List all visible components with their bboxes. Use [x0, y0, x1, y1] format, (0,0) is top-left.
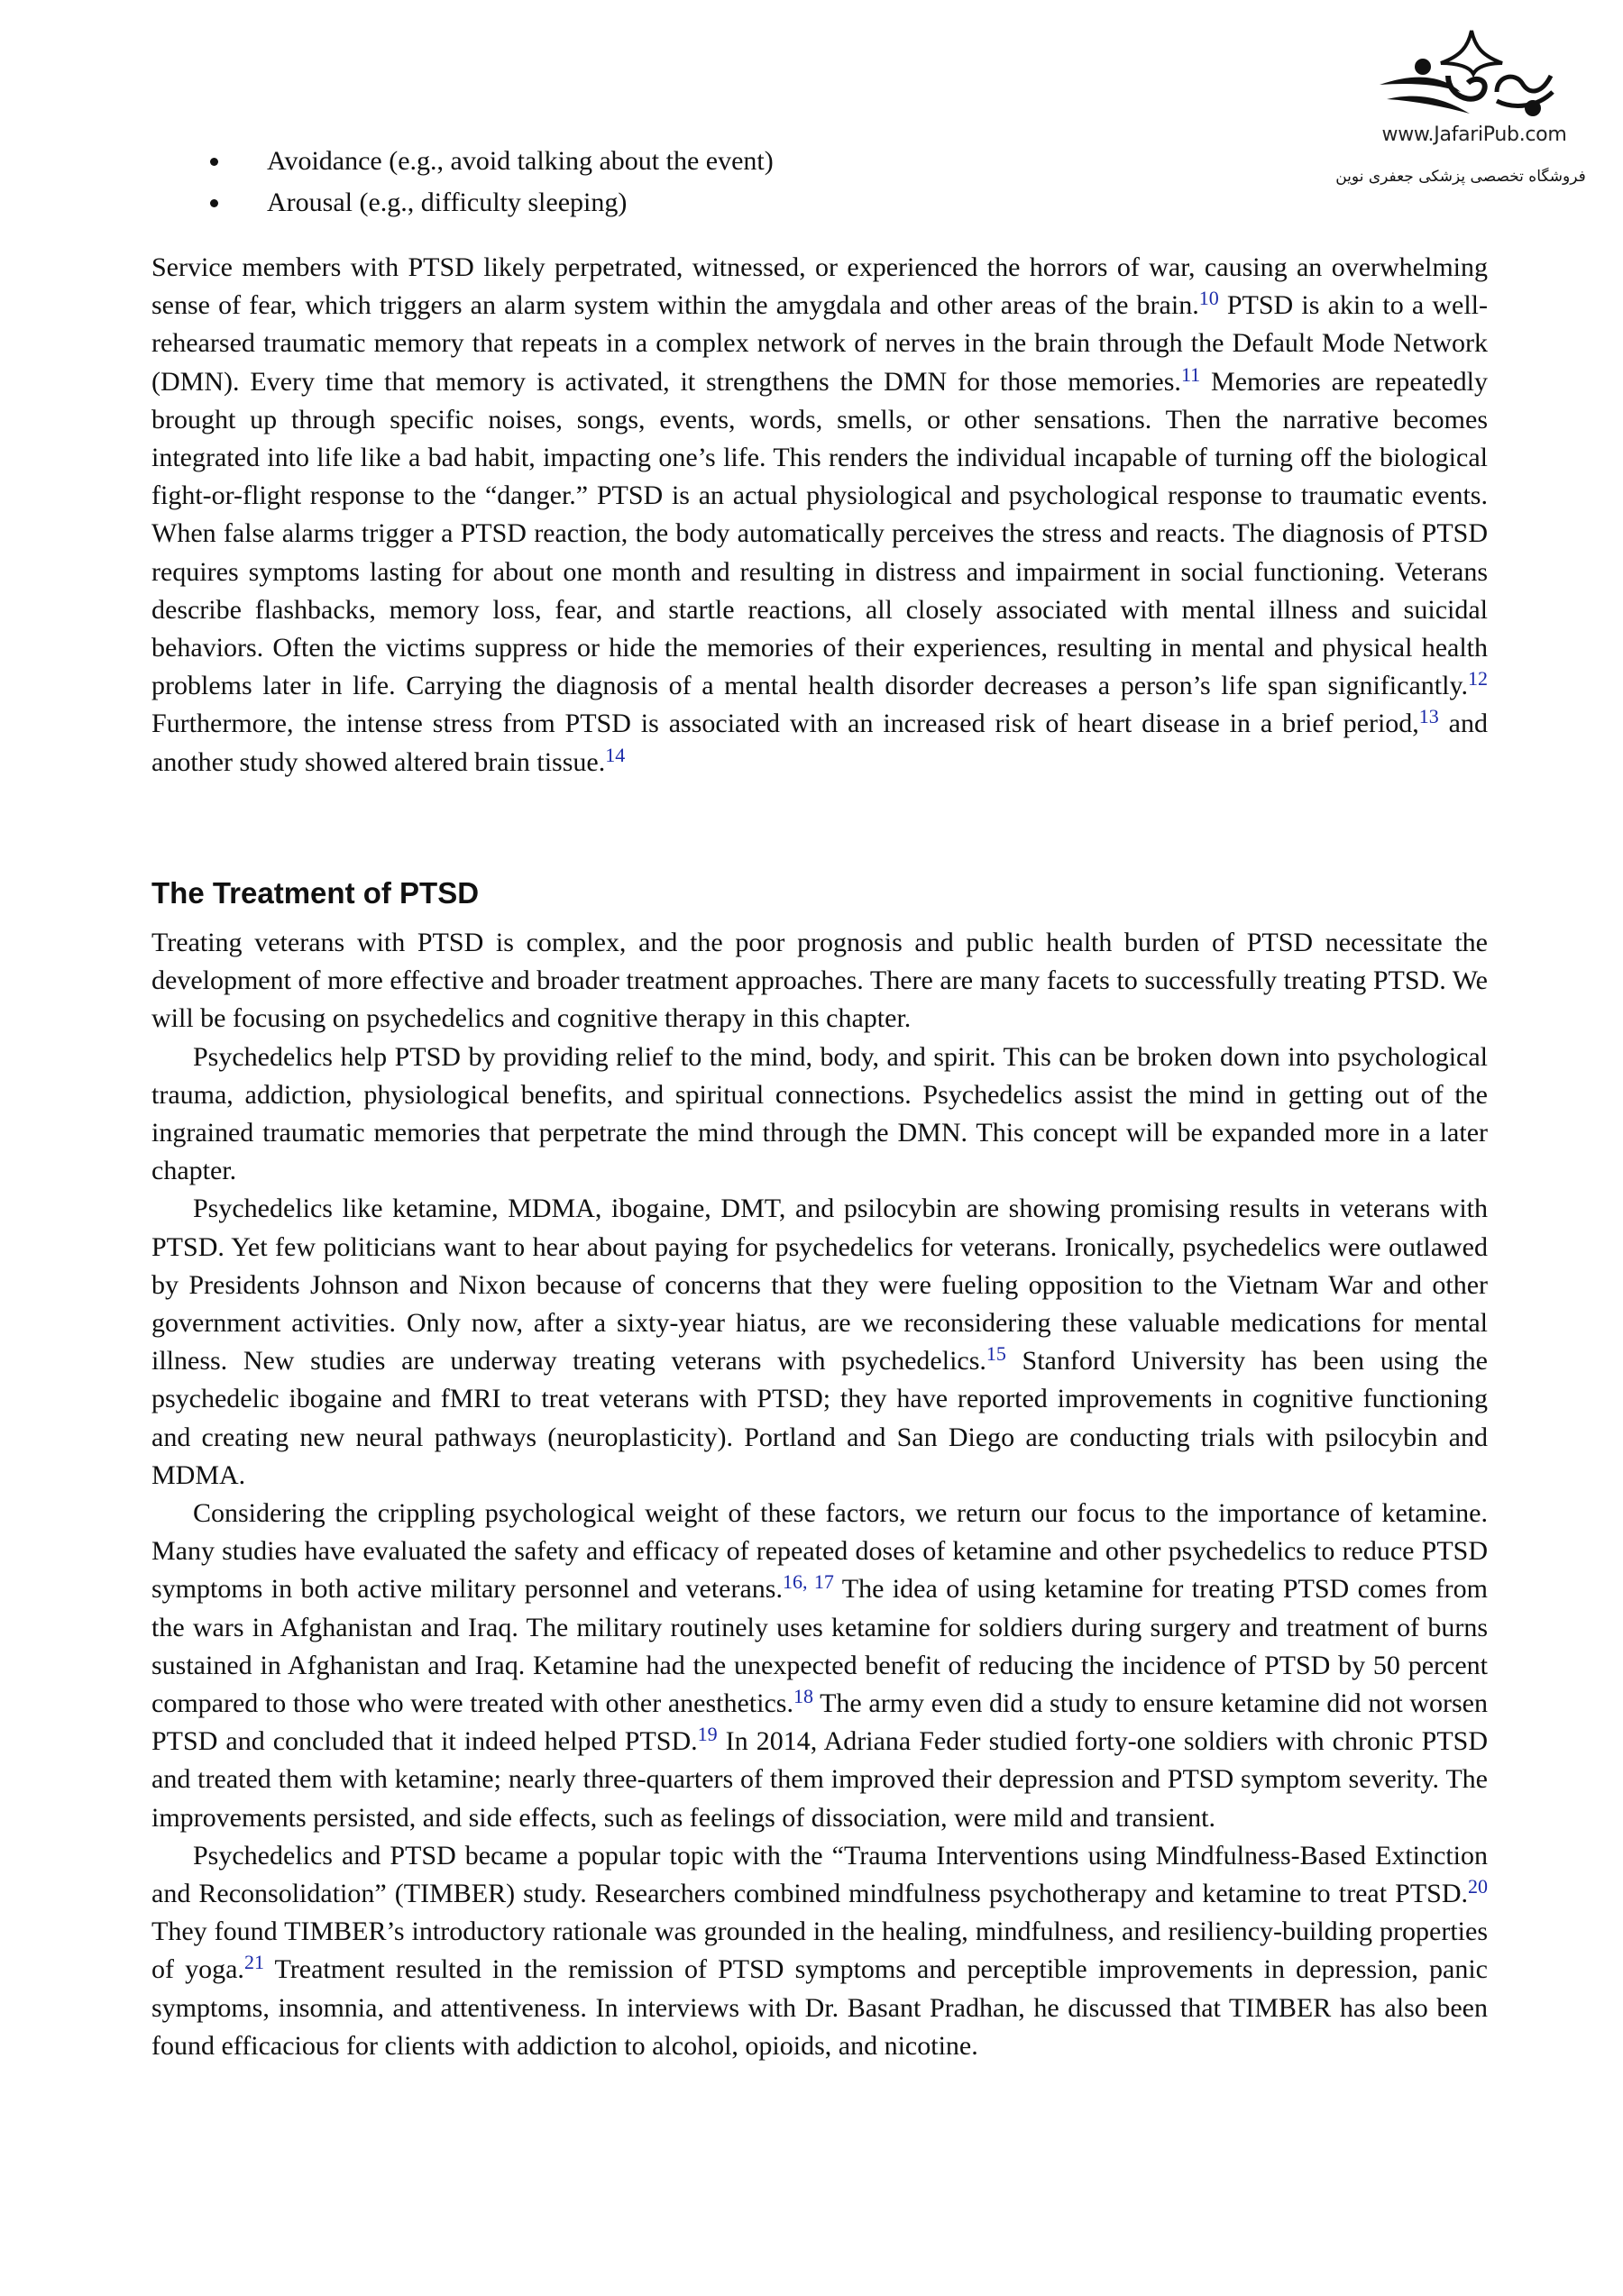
paragraph-psychedelics-veterans: Psychedelics like ketamine, MDMA, ibogaine, DMT, and psilocybin are showing promising results in veterans with PTSD. Yet few politicians want to hear about paying for psychedelics for veterans. Ironically, psychedelics were outlawed by Presidents Johnson and Nixon because of concerns that they were fueling opposition to the Vietnam War and other government activities. Only now, after a sixty-year hiatus, are we reconsidering these valuable medications for mental illness. New studies are underway treating veterans with psychedelics.$^{15}$ Stanford University has been using the psychedelic ibogaine and fMRI to treat veterans with PTSD; they have reported improvements in cognitive functioning and creating new neural pathways (neuroplasticity). Portland and San Diego are conducting trials with psilocybin and MDMA. [151, 1194, 1488, 1490]
reference-link[interactable]: 19 [697, 1723, 718, 1746]
reference-link[interactable]: 21 [243, 1951, 264, 1974]
publisher-tagline: فروشگاه تخصصی پزشکی جعفری نوین [1335, 168, 1586, 186]
bullet-item: Arousal (e.g., difficulty sleeping) [210, 182, 774, 224]
publisher-logo [1325, 20, 1614, 191]
section-heading: The Treatment of PTSD [151, 876, 480, 910]
publisher-url: www.JafariPub.com [1381, 123, 1567, 146]
reference-link[interactable]: 11 [1180, 362, 1201, 386]
reference-link[interactable]: 13 [1418, 705, 1439, 728]
jafari-calligraphy-logo-icon [1362, 20, 1560, 119]
bullet-item: Avoidance (e.g., avoid talking about the event) [210, 141, 774, 182]
reference-link[interactable]: 14 [605, 743, 626, 766]
paragraph-treatment-intro: Treating veterans with PTSD is complex, and the poor prognosis and public health burden of PTSD necessitate the development of more effective and broader treatment approaches. There are many facets to successfully treating PTSD. We will be focusing on psychedelics and cognitive therapy in this chapter. [151, 928, 1488, 1034]
paragraph-ketamine: Considering the crippling psychological weight of these factors, we return our focus to the importance of ketamine. Many studies have evaluated the safety and efficacy of repeated doses of ketamine and other psychedelics to reduce PTSD symptoms in both active military personnel and veterans.$^{16, 17}$ The idea of using ketamine for treating PTSD comes from the wars in Afghanistan and Iraq. The military routinely uses ketamine for soldiers during surgery and treatment of burns sustained in Afghanistan and Iraq. Ketamine had the unexpected benefit of reducing the incidence of PTSD by 50 percent compared to those who were treated with other anesthetics.$^{18}$ The army even did a study to ensure ketamine did not worsen PTSD and concluded that it indeed helped PTSD.$^{19}$ In 2014, Adriana Feder studied forty-one soldiers with chronic PTSD and treated them with ketamine; nearly three-quarters of them improved their depression and PTSD symptom severity. The improvements persisted, and side effects, such as feelings of dissociation, were mild and transient. [151, 1498, 1489, 1833]
bullet-icon [210, 199, 218, 207]
paragraph-psychedelics-relief: Psychedelics help PTSD by providing relief to the mind, body, and spirit. This can be broken down into psychological trauma, addiction, physiological benefits, and spiritual connections. Psychedelics assist the mind in getting out of the ingrained traumatic memories that perpetrate the mind through the DMN. This concept will be expanded more in a later chapter. [151, 1041, 1488, 1186]
symptom-bullet-list [210, 141, 774, 224]
bullet-icon [210, 158, 218, 166]
reference-link[interactable]: 10 [1198, 287, 1219, 310]
treatment-section-body [151, 924, 1488, 2065]
paragraph-timber-study: Psychedelics and PTSD became a popular topic with the “Trauma Interventions using Mindfulness-Based Extinction and Reconsolidation” (TIMBER) study. Researchers combined mindfulness psychotherapy and ketamine to treat PTSD.$^{20}$ They found TIMBER’s introductory rationale was grounded in the healing, mindfulness, and resiliency-building properties of yoga.$^{21}$ Treatment resulted in the remission of PTSD symptoms and perceptible improvements in depression, panic symptoms, insomnia, and attentiveness. In interviews with Dr. Basant Pradhan, he discussed that TIMBER has also been found efficacious for clients with addiction to alcohol, opioids, and nicotine. [151, 1840, 1488, 2061]
reference-link[interactable]: 15 [986, 1342, 1006, 1366]
paragraph-ptsd-mechanism: Service members with PTSD likely perpetrated, witnessed, or experienced the horrors of war, causing an overwhelming sense of fear, which triggers an alarm system within the amygdala and other areas of the brain.$^{10}$ PTSD is akin to a well-rehearsed traumatic memory that repeats in a complex network of nerves in the brain through the Default Mode Network (DMN). Every time that memory is activated, it strengthens the DMN for those memories.$^{11}$ Memories are repeatedly brought up through specific noises, songs, events, words, smells, or other sensations. Then the narrative becomes integrated into life like a bad habit, impacting one’s life. This renders the individual incapable of turning off the biological fight-or-flight response to the “danger.” PTSD is an actual physiological and psychological response to traumatic events. When false alarms trigger a PTSD reaction, the body automatically perceives the stress and reacts. The diagnosis of PTSD requires symptoms lasting for about one month and resulting in distress and impairment in social functioning. Veterans describe flashbacks, memory loss, fear, and startle reactions, all closely associated with mental illness and suicidal behaviors. Often the victims suppress or hide the memories of their experiences, resulting in mental and physical health problems later in life. Carrying the diagnosis of a mental health disorder decreases a person’s life span significantly.$^{12}$ Furthermore, the intense stress from PTSD is associated with an increased risk of heart disease in a brief period,$^{13}$ and another study showed altered brain tissue.$^{14}$ [151, 252, 1489, 777]
reference-link[interactable]: 16, 17 [782, 1570, 834, 1594]
reference-link[interactable]: 12 [1468, 667, 1488, 691]
reference-link[interactable]: 20 [1468, 1875, 1488, 1898]
reference-link[interactable]: 18 [793, 1685, 813, 1708]
